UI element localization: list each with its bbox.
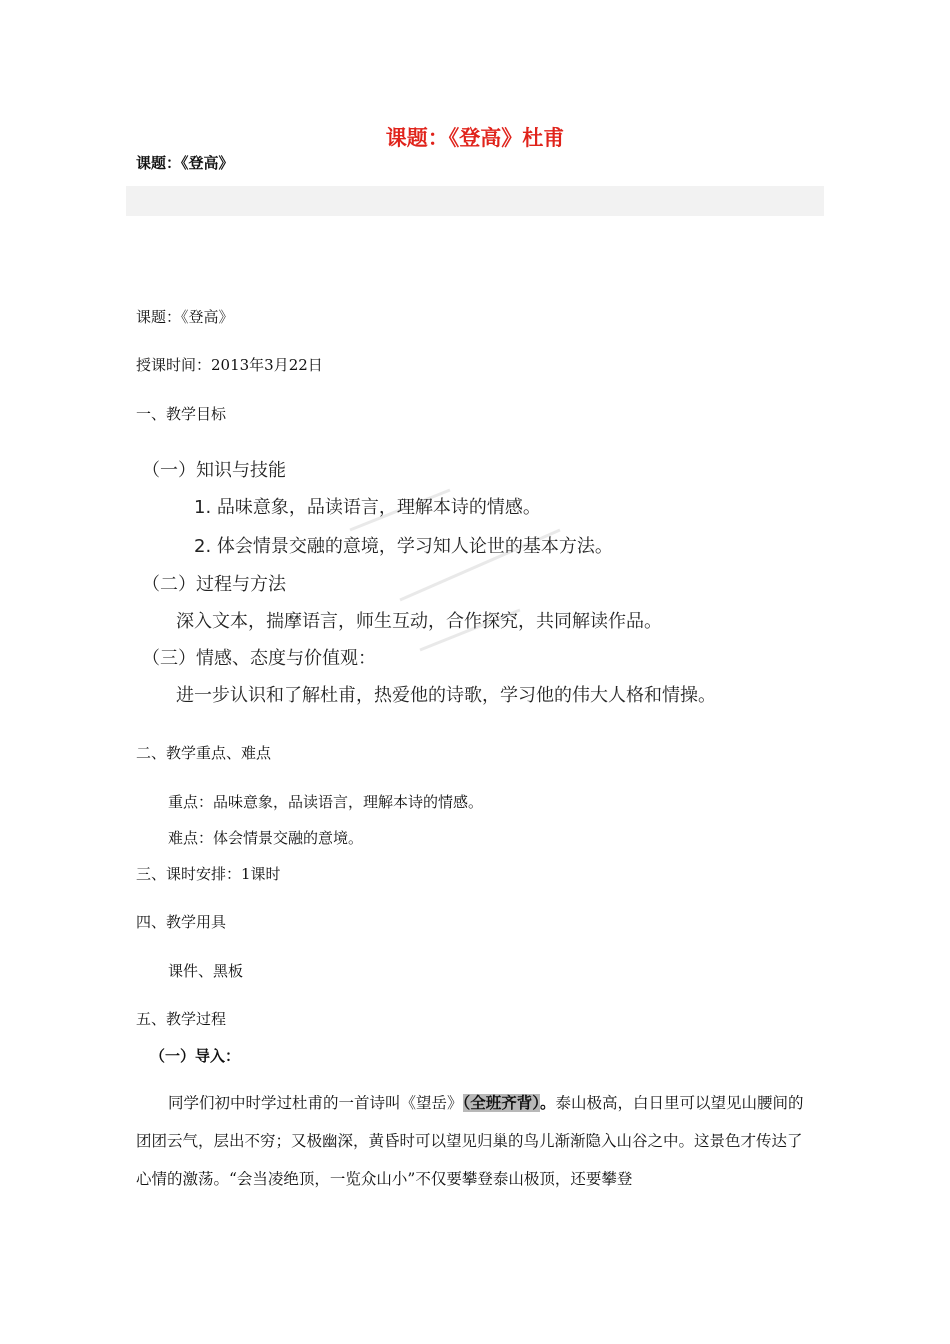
section-5-heading: 五、教学过程 — [136, 1010, 227, 1028]
recite-highlight: （全班齐背） — [462, 1094, 541, 1112]
page-title: 课题：《登高》杜甫 — [385, 126, 565, 150]
time-line: 授课时间：2013年3月22日 — [136, 356, 323, 374]
grey-banner — [126, 186, 824, 216]
objective-emotion-text: 进一步认识和了解杜甫，热爱他的诗歌，学习他的伟大人格和情操。 — [176, 685, 716, 706]
section-4-heading: 四、教学用具 — [136, 913, 227, 931]
watermark-stamp — [330, 470, 590, 670]
intro-paragraph — [136, 1084, 816, 1198]
key-point: 重点：品味意象，品读语言，理解本诗的情感。 — [168, 793, 484, 811]
section-3-heading: 三、课时安排：1课时 — [136, 865, 281, 883]
tools-line: 课件、黑板 — [168, 962, 244, 980]
section-2-heading: 二、教学重点、难点 — [136, 744, 272, 762]
paragraph-period: 。 — [540, 1093, 556, 1112]
section-1-heading: 一、教学目标 — [136, 405, 227, 423]
objective-heading-1: （一）知识与技能 — [142, 460, 286, 481]
objective-heading-3: （三）情感、态度与价值观： — [142, 648, 376, 669]
objective-item-2: 2. 体会情景交融的意境，学习知人论世的基本方法。 — [194, 536, 613, 557]
objective-process-text: 深入文本，揣摩语言，师生互动，合作探究，共同解读作品。 — [176, 611, 662, 632]
objective-heading-2: （二）过程与方法 — [142, 574, 286, 595]
lesson-subtitle: 课题：《登高》 — [136, 154, 234, 172]
intro-heading: （一）导入： — [150, 1047, 241, 1065]
topic-line: 课题：《登高》 — [136, 308, 234, 326]
paragraph-text-rest: 泰山极高，白日里可以望见山腰间的团团云气，层出不穷；又极幽深，黄昏时可以望见归巢的鸟儿渐渐隐入山谷之中。这景色才传达了心情的激荡。“会当凌绝顶，一览众山小”不仅要攀登泰山极顶，还要攀登 — [136, 1094, 804, 1188]
paragraph-text-start: 同学们初中时学过杜甫的一首诗叫《望岳》 — [168, 1094, 463, 1112]
difficulty: 难点：体会情景交融的意境。 — [168, 829, 364, 847]
objective-item-1: 1. 品味意象，品读语言，理解本诗的情感。 — [194, 497, 541, 518]
